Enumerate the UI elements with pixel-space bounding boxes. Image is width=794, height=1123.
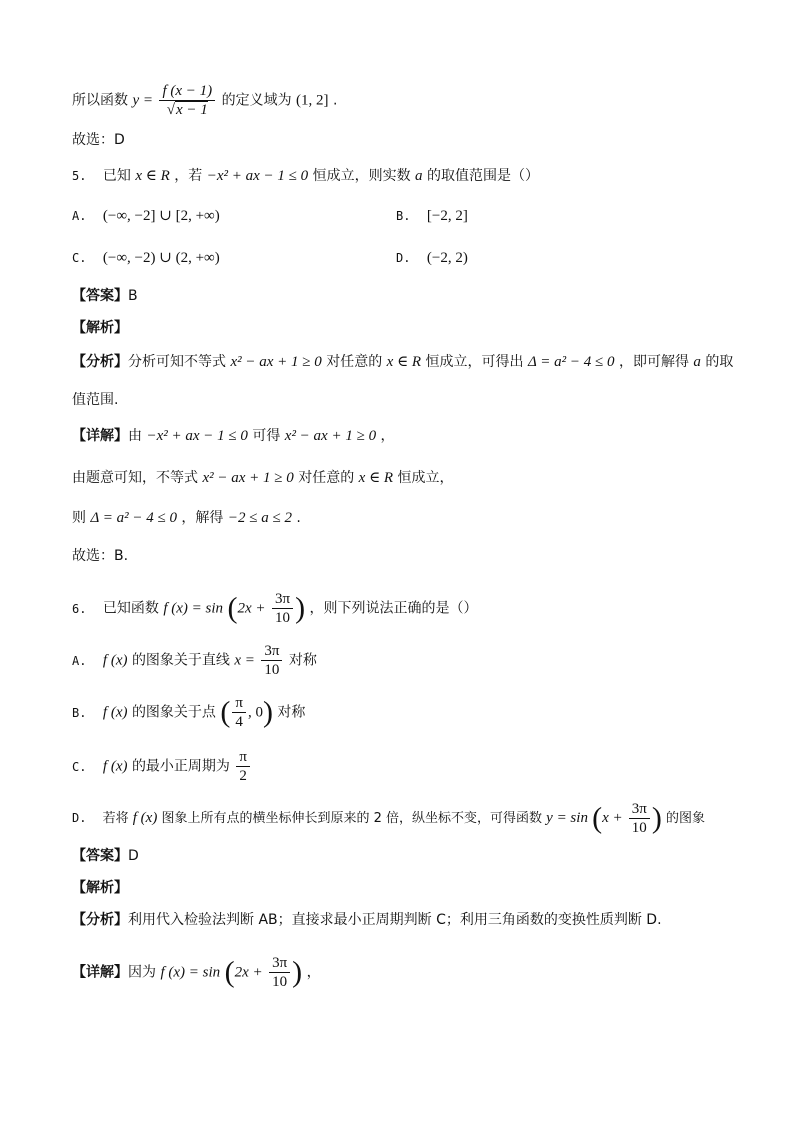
math: , 0 bbox=[247, 704, 263, 721]
option-value: (−∞, −2) ∪ (2, +∞) bbox=[102, 250, 220, 266]
math-lhs: y = bbox=[132, 92, 153, 109]
fraction bbox=[269, 954, 290, 991]
q5-option-a[interactable] bbox=[72, 206, 220, 226]
math: x² − ax + 1 ≥ 0 bbox=[230, 354, 322, 370]
math: −x² + ax − 1 ≤ 0 bbox=[206, 168, 309, 184]
text: 由题意可知，不等式 bbox=[72, 470, 198, 486]
math: f (x) bbox=[102, 758, 128, 775]
text: 的定义域为 bbox=[221, 92, 292, 109]
text: ， bbox=[380, 428, 395, 444]
answer-tag: 【答案】 bbox=[72, 848, 128, 864]
option-value: [−2, 2] bbox=[426, 208, 468, 224]
selection-prev: 故选：D bbox=[72, 132, 125, 148]
math: x ∈ R bbox=[358, 470, 394, 486]
text: 已知函数 bbox=[102, 600, 159, 617]
text: 恒成立，则实数 bbox=[312, 168, 411, 184]
question-6-stem bbox=[72, 590, 478, 627]
math: x ∈ R bbox=[135, 168, 170, 184]
answer-value: D bbox=[128, 848, 139, 864]
option-label: C. bbox=[72, 759, 87, 774]
math: Δ = a² − 4 ≤ 0 bbox=[528, 354, 615, 370]
denominator: 10 bbox=[631, 820, 647, 836]
text: . bbox=[296, 510, 301, 526]
text: ，则下列说法正确的是（） bbox=[309, 600, 478, 617]
q6-answer bbox=[72, 846, 139, 866]
text: 的图象 bbox=[665, 811, 705, 826]
math: f (x) = sin bbox=[163, 600, 224, 617]
paren: ) bbox=[295, 591, 306, 625]
text: 的图象关于直线 bbox=[131, 652, 230, 669]
paren: ) bbox=[292, 955, 303, 989]
math: f (x) bbox=[102, 652, 128, 669]
numerator: 3π bbox=[269, 954, 290, 973]
text: 由 bbox=[128, 428, 142, 444]
fraction bbox=[159, 82, 215, 119]
option-label: C. bbox=[72, 251, 87, 265]
q6-option-b[interactable] bbox=[72, 694, 305, 731]
math: f (x) bbox=[132, 810, 158, 826]
fraction bbox=[261, 642, 282, 679]
text: 因为 bbox=[128, 964, 156, 981]
denominator: 10 bbox=[264, 662, 280, 678]
option-value: (−2, 2) bbox=[426, 250, 468, 266]
text: ，若 bbox=[174, 168, 203, 184]
answer-value: B bbox=[128, 288, 138, 304]
domain-conclusion-line bbox=[72, 82, 337, 119]
fraction bbox=[236, 748, 250, 785]
q5-option-b[interactable] bbox=[396, 206, 468, 226]
math: x ∈ R bbox=[386, 354, 422, 370]
paren: ( bbox=[592, 801, 603, 835]
xiangjie-tag: 【详解】 bbox=[72, 428, 128, 444]
math: x² − ax + 1 ≥ 0 bbox=[202, 470, 294, 486]
q5-option-c[interactable] bbox=[72, 248, 220, 268]
xiangjie-tag: 【详解】 bbox=[72, 964, 128, 981]
denominator: 2 bbox=[239, 768, 247, 784]
text: 对任意的 bbox=[326, 354, 383, 370]
text: 所以函数 bbox=[72, 92, 128, 109]
fenxi-tag: 【分析】 bbox=[72, 912, 128, 928]
option-label: B. bbox=[396, 209, 411, 223]
numerator: π bbox=[232, 694, 246, 713]
text: 分析可知不等式 bbox=[128, 354, 226, 370]
text: 利用代入检验法判断 AB；直接求最小正周期判断 C；利用三角函数的变换性质判断 D. bbox=[128, 912, 662, 928]
numerator: 3π bbox=[272, 590, 293, 609]
option-label: A. bbox=[72, 653, 87, 668]
numerator: π bbox=[236, 748, 250, 767]
q5-xiangjie bbox=[72, 426, 395, 446]
math: a bbox=[415, 168, 423, 184]
numerator: 3π bbox=[261, 642, 282, 661]
text: 对称 bbox=[277, 704, 306, 721]
math: −x² + ax − 1 ≤ 0 bbox=[146, 428, 248, 444]
paren: ) bbox=[651, 801, 662, 835]
q5-answer bbox=[72, 286, 138, 306]
text: ， bbox=[306, 964, 321, 981]
math-interval: (1, 2] bbox=[296, 92, 329, 109]
math: f (x) = sin bbox=[160, 964, 221, 981]
text: 对称 bbox=[288, 652, 317, 669]
option-value: (−∞, −2] ∪ [2, +∞) bbox=[102, 208, 220, 224]
paren: ( bbox=[224, 955, 235, 989]
text: 恒成立，可得出 bbox=[425, 354, 524, 370]
q5-detail-line-3 bbox=[72, 508, 301, 528]
paren: ) bbox=[262, 695, 273, 729]
answer-tag: 【答案】 bbox=[72, 288, 128, 304]
math: f (x) bbox=[102, 704, 128, 721]
text: 的最小正周期为 bbox=[131, 758, 230, 775]
option-label: A. bbox=[72, 209, 87, 223]
math: x = bbox=[234, 652, 255, 669]
question-5-stem bbox=[72, 166, 539, 186]
math: Δ = a² − 4 ≤ 0 bbox=[90, 510, 177, 526]
sqrt-arg: x − 1 bbox=[176, 102, 208, 118]
text: 已知 bbox=[102, 168, 131, 184]
option-label: D. bbox=[396, 251, 411, 265]
q6-fenxi bbox=[72, 910, 662, 930]
denominator: 4 bbox=[235, 714, 243, 730]
fraction bbox=[272, 590, 293, 627]
option-label: B. bbox=[72, 705, 87, 720]
q5-selection: 故选：B. bbox=[72, 548, 129, 564]
fenxi-tag: 【分析】 bbox=[72, 354, 128, 370]
text: ，即可解得 bbox=[618, 354, 689, 370]
q6-option-a[interactable] bbox=[72, 642, 317, 679]
fraction bbox=[629, 800, 650, 837]
math: x + bbox=[602, 810, 623, 826]
question-number: 6. bbox=[72, 601, 87, 616]
text: 的图象关于点 bbox=[131, 704, 216, 721]
text: 对任意的 bbox=[298, 470, 355, 486]
fraction bbox=[232, 694, 246, 731]
q6-option-d[interactable] bbox=[72, 800, 705, 837]
numerator: 3π bbox=[629, 800, 650, 819]
denominator: 10 bbox=[275, 610, 291, 626]
q5-option-d[interactable] bbox=[396, 248, 468, 268]
text: 图象上所有点的横坐标伸长到原来的 2 倍，纵坐标不变，可得函数 bbox=[161, 811, 543, 826]
math: 2x + bbox=[237, 600, 266, 617]
q6-xiangjie bbox=[72, 954, 321, 991]
q6-option-c[interactable] bbox=[72, 748, 252, 785]
text: 的取值范围是（） bbox=[426, 168, 539, 184]
text: 恒成立， bbox=[397, 470, 454, 486]
math: a bbox=[693, 354, 701, 370]
math: y = sin bbox=[546, 810, 588, 826]
q5-fenxi bbox=[72, 352, 733, 372]
math: 2x + bbox=[234, 964, 263, 981]
denominator: 10 bbox=[272, 974, 288, 990]
q5-detail-line-2 bbox=[72, 468, 454, 488]
question-number: 5. bbox=[72, 169, 87, 183]
text: . bbox=[332, 92, 338, 109]
text: 若将 bbox=[102, 811, 129, 826]
math: −2 ≤ a ≤ 2 bbox=[227, 510, 292, 526]
paren: ( bbox=[220, 695, 231, 729]
text: 可得 bbox=[252, 428, 281, 444]
paren: ( bbox=[227, 591, 238, 625]
text: 的取 bbox=[705, 354, 734, 370]
denominator: √x − 1 bbox=[166, 102, 208, 118]
text: ，解得 bbox=[181, 510, 224, 526]
text: 则 bbox=[72, 510, 86, 526]
q5-jiexi-tag: 【解析】 bbox=[72, 320, 128, 336]
option-label: D. bbox=[72, 811, 87, 825]
math: x² − ax + 1 ≥ 0 bbox=[284, 428, 377, 444]
numerator: f (x − 1) bbox=[159, 82, 215, 101]
q5-fenxi-cont: 值范围. bbox=[72, 392, 119, 408]
q6-jiexi-tag: 【解析】 bbox=[72, 880, 128, 896]
